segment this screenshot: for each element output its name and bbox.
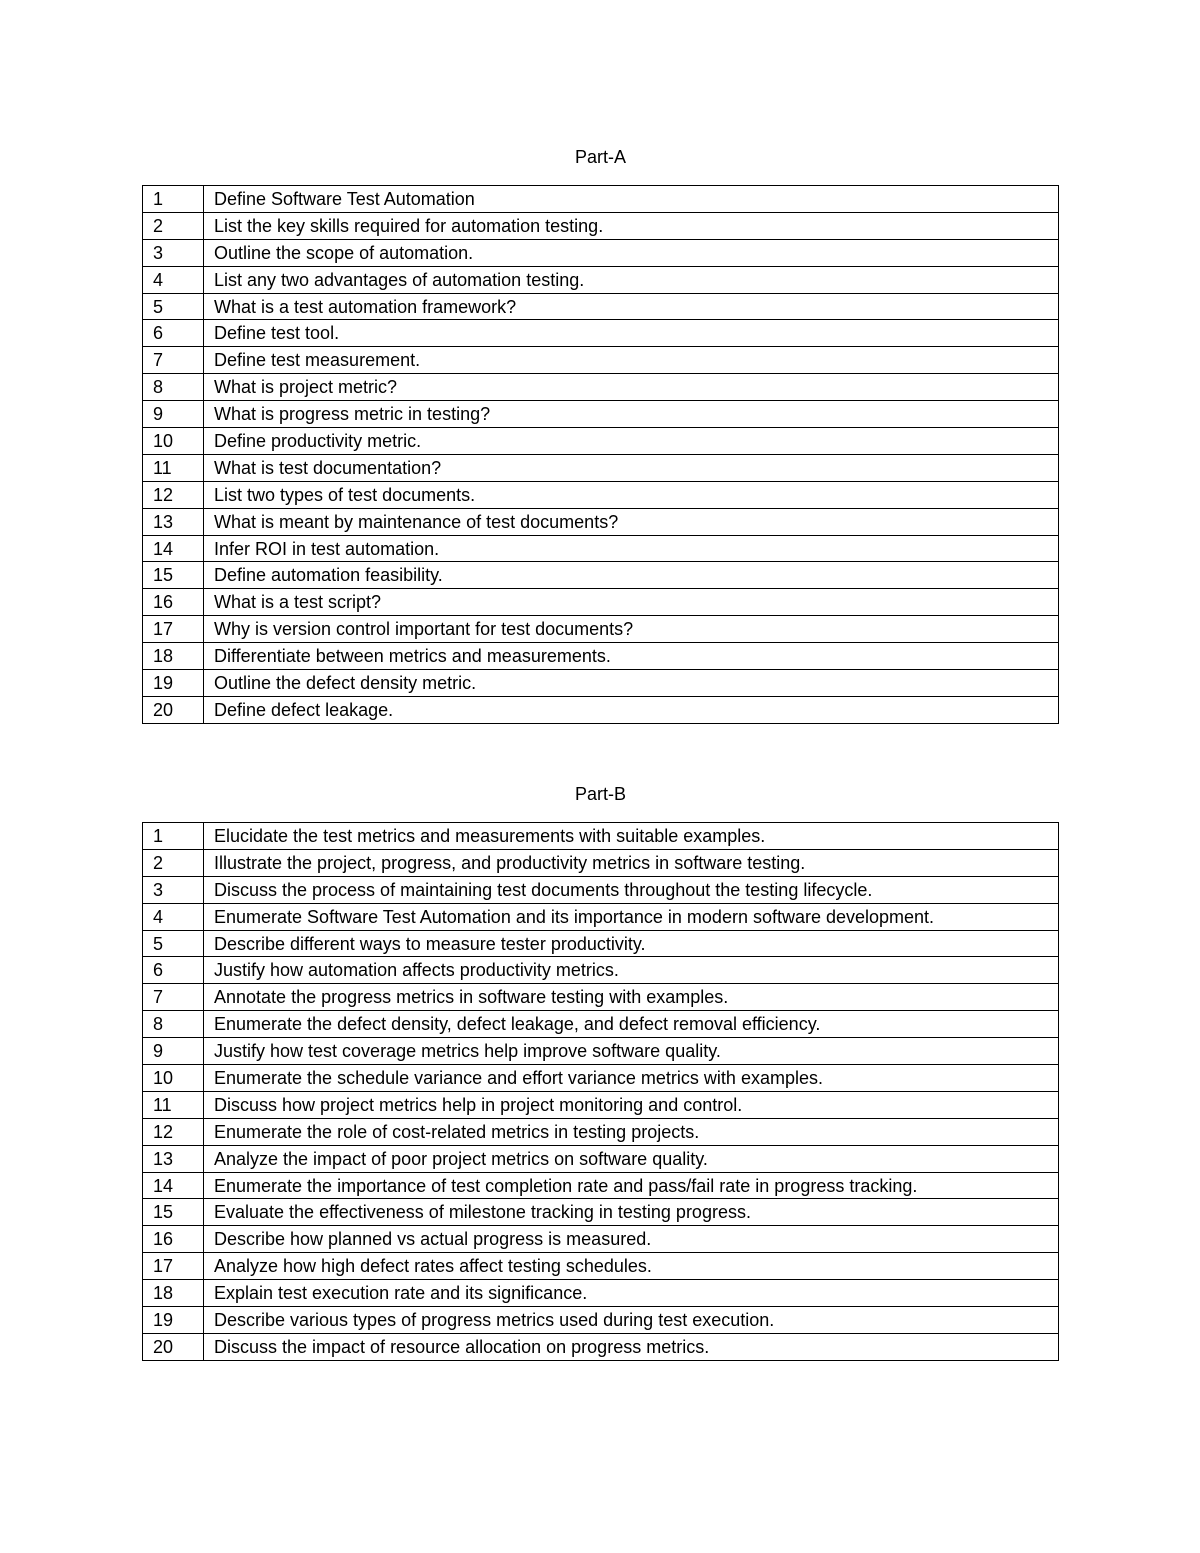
question-number: 6 [143,320,204,347]
question-number: 5 [143,930,204,957]
question-text: Discuss how project metrics help in project monitoring and control. [204,1091,1059,1118]
question-number: 3 [143,876,204,903]
question-text: Define test tool. [204,320,1059,347]
question-number: 1 [143,823,204,850]
question-text: Annotate the progress metrics in software testing with examples. [204,984,1059,1011]
question-number: 14 [143,1172,204,1199]
question-number: 17 [143,616,204,643]
table-row [143,823,1059,850]
question-text: Discuss the impact of resource allocation on progress metrics. [204,1333,1059,1360]
table-row [143,266,1059,293]
question-number: 20 [143,696,204,723]
part-b-section [142,780,1059,1361]
question-text: What is project metric? [204,374,1059,401]
question-text: Analyze the impact of poor project metrics on software quality. [204,1145,1059,1172]
question-text: Describe how planned vs actual progress is measured. [204,1226,1059,1253]
question-text: Outline the defect density metric. [204,670,1059,697]
table-row [143,616,1059,643]
table-row [143,876,1059,903]
question-text: Enumerate the role of cost-related metrics in testing projects. [204,1118,1059,1145]
question-number: 7 [143,347,204,374]
question-text: List any two advantages of automation testing. [204,266,1059,293]
question-text: Define Software Test Automation [204,186,1059,213]
question-number: 8 [143,1011,204,1038]
question-text: Justify how automation affects productivity metrics. [204,957,1059,984]
question-text: What is progress metric in testing? [204,401,1059,428]
table-row [143,589,1059,616]
question-text: Elucidate the test metrics and measurements with suitable examples. [204,823,1059,850]
part-a-table-body [143,186,1059,724]
question-number: 4 [143,903,204,930]
part-a-title: Part-A [574,147,626,167]
question-number: 9 [143,1038,204,1065]
question-number: 15 [143,1199,204,1226]
table-row [143,535,1059,562]
question-number: 17 [143,1253,204,1280]
question-number: 1 [143,186,204,213]
table-row [143,1280,1059,1307]
question-text: Enumerate Software Test Automation and its importance in modern software development. [204,903,1059,930]
question-text: Define productivity metric. [204,428,1059,455]
table-row [143,212,1059,239]
question-text: What is meant by maintenance of test documents? [204,508,1059,535]
table-row [143,1253,1059,1280]
question-number: 4 [143,266,204,293]
question-number: 11 [143,1091,204,1118]
question-number: 18 [143,1280,204,1307]
table-row [143,454,1059,481]
question-number: 8 [143,374,204,401]
table-row [143,849,1059,876]
table-row [143,1065,1059,1092]
table-row [143,1307,1059,1334]
table-row [143,930,1059,957]
table-row [143,186,1059,213]
question-number: 14 [143,535,204,562]
part-b-table-body [143,823,1059,1361]
table-row [143,957,1059,984]
table-row [143,696,1059,723]
question-number: 19 [143,1307,204,1334]
part-b-table [142,822,1059,1361]
question-number: 19 [143,670,204,697]
question-number: 18 [143,643,204,670]
table-row [143,508,1059,535]
question-text: Enumerate the schedule variance and effort variance metrics with examples. [204,1065,1059,1092]
question-text: What is a test automation framework? [204,293,1059,320]
table-row [143,1333,1059,1360]
question-text: Describe different ways to measure tester productivity. [204,930,1059,957]
table-row [143,984,1059,1011]
question-text: Define defect leakage. [204,696,1059,723]
part-b-title: Part-B [574,784,626,804]
question-text: Define automation feasibility. [204,562,1059,589]
table-row [143,374,1059,401]
question-text: Evaluate the effectiveness of milestone tracking in testing progress. [204,1199,1059,1226]
table-row [143,239,1059,266]
question-text: Justify how test coverage metrics help improve software quality. [204,1038,1059,1065]
question-number: 3 [143,239,204,266]
part-a-section [142,143,1059,724]
question-number: 11 [143,454,204,481]
question-text: Enumerate the defect density, defect leakage, and defect removal efficiency. [204,1011,1059,1038]
table-row [143,1038,1059,1065]
question-number: 9 [143,401,204,428]
table-row [143,1118,1059,1145]
question-number: 15 [143,562,204,589]
question-number: 10 [143,428,204,455]
table-row [143,1172,1059,1199]
question-text: Define test measurement. [204,347,1059,374]
question-text: Explain test execution rate and its significance. [204,1280,1059,1307]
table-row [143,1145,1059,1172]
question-number: 2 [143,849,204,876]
question-text: Discuss the process of maintaining test documents throughout the testing lifecycle. [204,876,1059,903]
table-row [143,320,1059,347]
table-row [143,1226,1059,1253]
question-number: 20 [143,1333,204,1360]
question-number: 16 [143,1226,204,1253]
table-row [143,670,1059,697]
question-text: List two types of test documents. [204,481,1059,508]
question-text: Why is version control important for test documents? [204,616,1059,643]
question-text: List the key skills required for automation testing. [204,212,1059,239]
question-number: 6 [143,957,204,984]
question-number: 16 [143,589,204,616]
table-row [143,481,1059,508]
table-row [143,1091,1059,1118]
table-row [143,643,1059,670]
question-number: 2 [143,212,204,239]
question-text: Analyze how high defect rates affect testing schedules. [204,1253,1059,1280]
question-text: Infer ROI in test automation. [204,535,1059,562]
table-row [143,401,1059,428]
question-number: 13 [143,508,204,535]
question-text: Illustrate the project, progress, and productivity metrics in software testing. [204,849,1059,876]
question-number: 7 [143,984,204,1011]
part-a-table [142,185,1059,724]
question-text: Enumerate the importance of test completion rate and pass/fail rate in progress tracking. [204,1172,1059,1199]
question-number: 12 [143,481,204,508]
question-text: What is a test script? [204,589,1059,616]
table-row [143,562,1059,589]
table-row [143,1011,1059,1038]
table-row [143,293,1059,320]
table-row [143,1199,1059,1226]
table-row [143,428,1059,455]
question-text: What is test documentation? [204,454,1059,481]
question-number: 12 [143,1118,204,1145]
question-number: 10 [143,1065,204,1092]
table-row [143,903,1059,930]
question-text: Describe various types of progress metrics used during test execution. [204,1307,1059,1334]
question-number: 13 [143,1145,204,1172]
table-row [143,347,1059,374]
question-text: Differentiate between metrics and measurements. [204,643,1059,670]
question-number: 5 [143,293,204,320]
question-text: Outline the scope of automation. [204,239,1059,266]
